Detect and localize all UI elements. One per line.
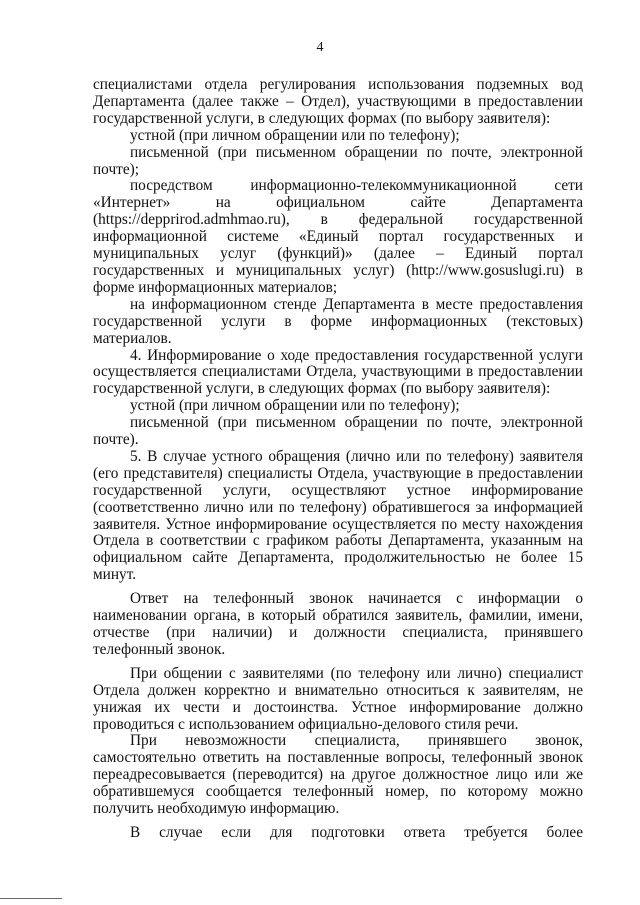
paragraph: устной (при личном обращении или по телефону); bbox=[130, 126, 460, 144]
paragraph: на информационном стенде Департамента в месте предоставления государственной услуги в форме информационных (текстовых) материалов. bbox=[93, 295, 583, 347]
paragraph: устной (при личном обращении или по телефону); bbox=[130, 397, 460, 415]
paragraph: Ответ на телефонный звонок начинается с информации о наименовании органа, в который обратился заявитель, фамилии, имени, отчестве (при наличии) и должности специалиста, принявшего телефонный звонок. bbox=[93, 590, 583, 658]
paragraph: При общении с заявителями (по телефону или лично) специалист Отдела должен корректно и внимательно относиться к заявителям, не унижая их чести и достоинства. Устное информирование должно проводиться с использованием официально-делового стиля речи. bbox=[93, 664, 583, 733]
paragraph: письменной (при письменном обращении по почте, электронной почте). bbox=[93, 414, 583, 449]
footer-rule bbox=[0, 898, 62, 899]
paragraph: В случае если для подготовки ответа требуется более bbox=[130, 823, 583, 841]
paragraph: 5. В случае устного обращения (лично или по телефону) заявителя (его представителя) специалисты Отдела, участвующие в предоставлении государственной услуги, осуществляют устное информирование (соответственно лично или по телефону) обратившегося за информацией заявителя. Устное информирование осуществляется по месту нахождения Отдела в соответствии с графиком работы Департамента, указанным на официальном сайте Департамента, продолжительностью не более 15 минут. bbox=[93, 447, 583, 584]
paragraph: 4. Информирование о ходе предоставления государственной услуги осуществляется специалистами Отдела, участвующими в предоставлении государственной услуги, в следующих формах (по выбору заявителя): bbox=[93, 346, 583, 398]
paragraph: При невозможности специалиста, принявшего звонок, самостоятельно ответить на поставленные вопросы, телефонный звонок переадресовывается (переводится) на другое должностное лицо или же обратившемуся сообщается телефонный номер, по которому можно получить необходимую информацию. bbox=[93, 732, 583, 818]
paragraph: письменной (при письменном обращении по почте, электронной почте); bbox=[93, 143, 583, 178]
page-number: 4 bbox=[316, 40, 324, 55]
paragraph: специалистами отдела регулирования использования подземных вод Департамента (далее также – Отдел), участвующими в предоставлении государственной услуги, в следующих формах (по выбору заявителя): bbox=[93, 76, 583, 127]
paragraph: посредством информационно-телекоммуникационной сети «Интернет» на официальном сайте Департамента (https://depprirod.admhmao.ru), в федеральной государственной информационной системе «Единый портал государственных и муниципальных услуг (функций)» (далее – Единый портал государственных и муниципальных услуг) (http://www.gosuslugi.ru) в форме информационных материалов; bbox=[93, 177, 583, 296]
document-body bbox=[93, 77, 583, 842]
